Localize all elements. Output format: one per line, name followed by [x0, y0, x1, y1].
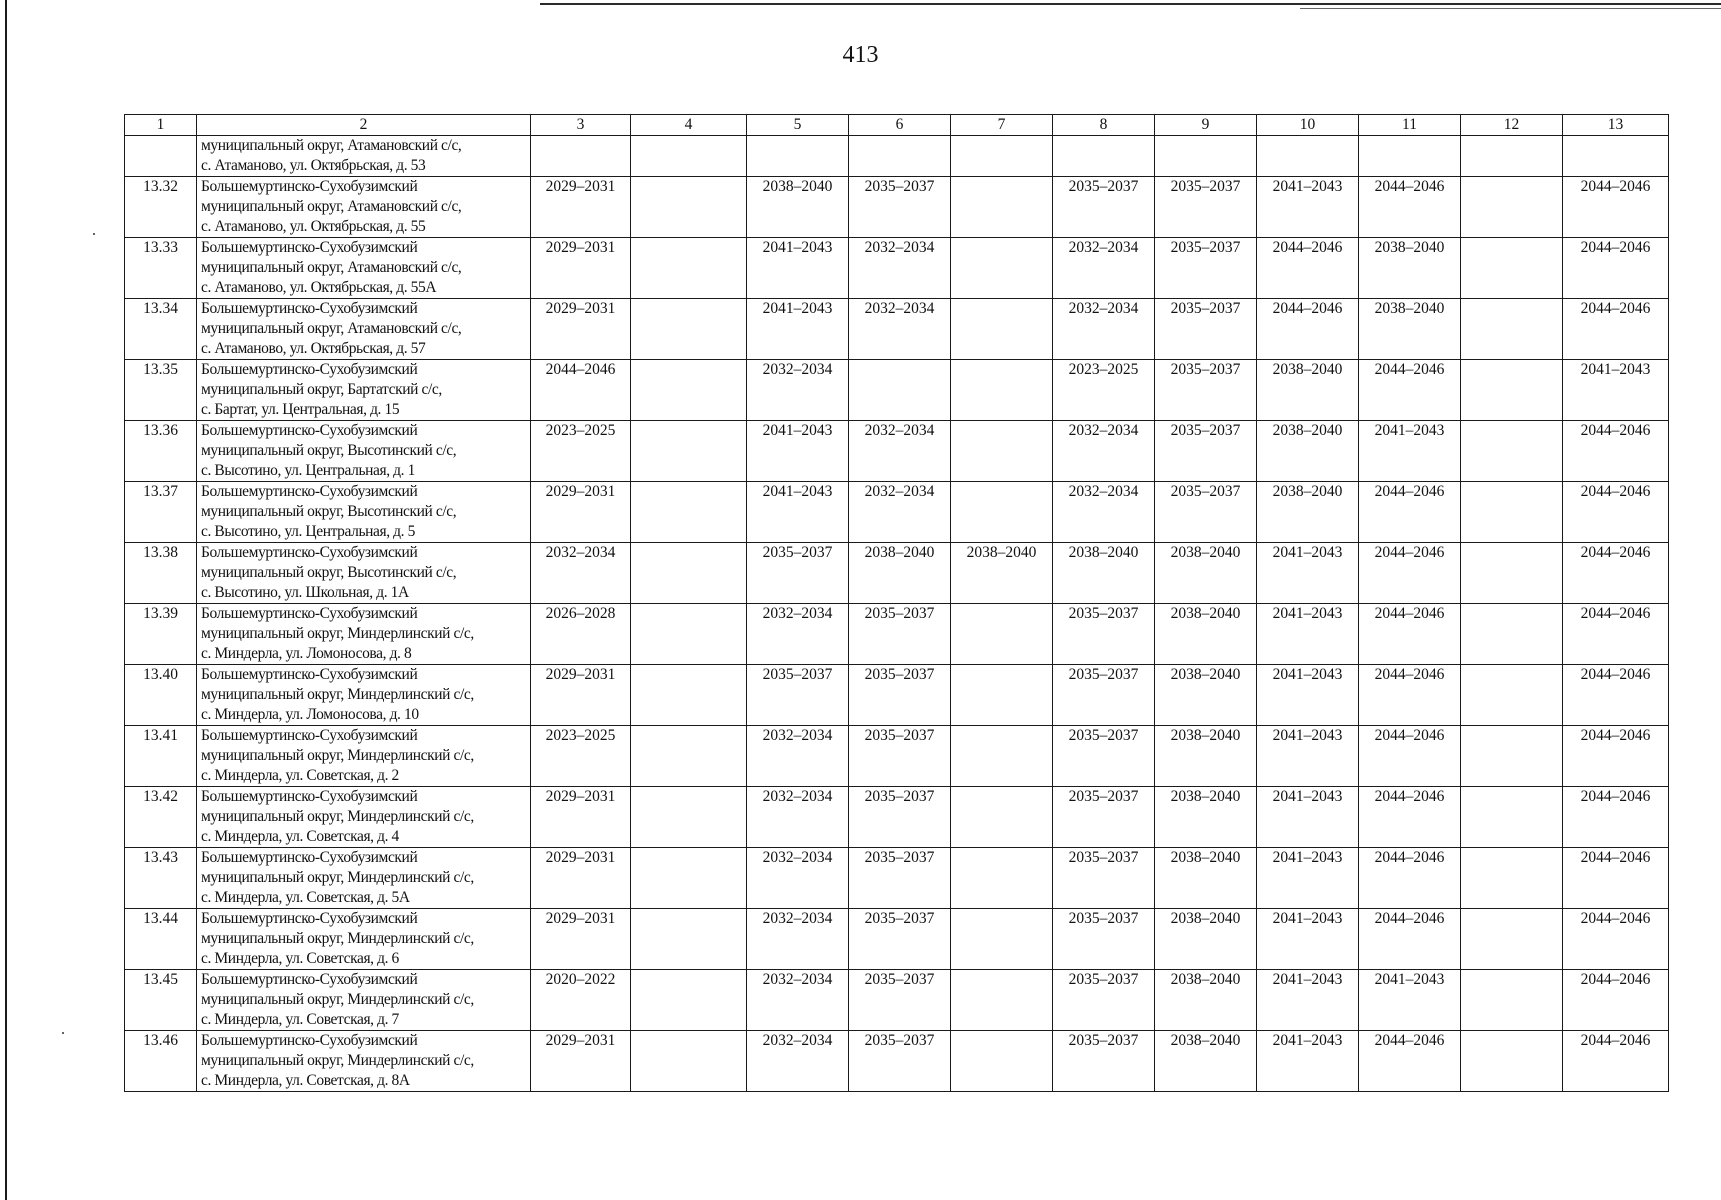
- table-row: [125, 177, 1669, 238]
- period-cell-col-4: [631, 177, 747, 238]
- period-cell-col-8: 2032–2034: [1053, 421, 1155, 482]
- address-line: с. Высотино, ул. Школьная, д. 1А: [201, 584, 409, 601]
- period-cell-col-7: [951, 665, 1053, 726]
- address-line: Большемуртинско-Сухобузимский: [201, 1032, 418, 1049]
- period-cell-col-3: 2044–2046: [531, 360, 631, 421]
- period-cell-col-9: 2038–2040: [1155, 1031, 1257, 1092]
- period-cell-col-3: 2029–2031: [531, 482, 631, 543]
- table-row: [125, 543, 1669, 604]
- table-row: [125, 299, 1669, 360]
- period-cell-col-4: [631, 299, 747, 360]
- address-line: с. Атаманово, ул. Октябрьская, д. 53: [201, 157, 426, 174]
- row-number: 13.38: [125, 543, 197, 604]
- address-line: муниципальный округ, Высотинский с/с,: [201, 503, 457, 520]
- period-cell-col-12: [1461, 136, 1563, 177]
- address-cell: [197, 482, 531, 543]
- address-line: с. Бартат, ул. Центральная, д. 15: [201, 401, 400, 418]
- period-cell-col-6: 2032–2034: [849, 482, 951, 543]
- period-cell-col-10: 2041–2043: [1257, 909, 1359, 970]
- address-line: с. Атаманово, ул. Октябрьская, д. 55А: [201, 279, 437, 296]
- period-cell-col-11: 2044–2046: [1359, 360, 1461, 421]
- period-cell-col-6: 2035–2037: [849, 1031, 951, 1092]
- period-cell-col-4: [631, 665, 747, 726]
- period-cell-col-13: 2041–2043: [1563, 360, 1669, 421]
- period-cell-col-10: 2041–2043: [1257, 665, 1359, 726]
- address-line: с. Атаманово, ул. Октябрьская, д. 57: [201, 340, 426, 357]
- period-cell-col-8: 2035–2037: [1053, 604, 1155, 665]
- row-number: 13.37: [125, 482, 197, 543]
- period-cell-col-12: [1461, 543, 1563, 604]
- row-number: 13.32: [125, 177, 197, 238]
- table-row: [125, 848, 1669, 909]
- period-cell-col-6: 2038–2040: [849, 543, 951, 604]
- column-header-9: 9: [1155, 115, 1257, 136]
- table-row: [125, 909, 1669, 970]
- period-cell-col-12: [1461, 848, 1563, 909]
- column-header-6: 6: [849, 115, 951, 136]
- address-line: Большемуртинско-Сухобузимский: [201, 849, 418, 866]
- period-cell-col-9: 2038–2040: [1155, 726, 1257, 787]
- period-cell-col-7: [951, 848, 1053, 909]
- period-cell-col-8: 2035–2037: [1053, 665, 1155, 726]
- period-cell-col-7: [951, 421, 1053, 482]
- period-cell-col-7: [951, 360, 1053, 421]
- period-cell-col-6: 2035–2037: [849, 970, 951, 1031]
- period-cell-col-12: [1461, 238, 1563, 299]
- period-cell-col-9: 2035–2037: [1155, 482, 1257, 543]
- period-cell-col-11: 2044–2046: [1359, 482, 1461, 543]
- table-row: [125, 787, 1669, 848]
- scan-edge-top-thin: [1300, 8, 1721, 9]
- address-line: с. Миндерла, ул. Ломоносова, д. 10: [201, 706, 419, 723]
- period-cell-col-8: 2038–2040: [1053, 543, 1155, 604]
- period-cell-col-8: 2035–2037: [1053, 909, 1155, 970]
- period-cell-col-6: 2035–2037: [849, 909, 951, 970]
- address-cell: [197, 726, 531, 787]
- period-cell-col-3: 2029–2031: [531, 177, 631, 238]
- period-cell-col-11: 2044–2046: [1359, 787, 1461, 848]
- period-cell-col-3: 2029–2031: [531, 299, 631, 360]
- period-cell-col-10: 2041–2043: [1257, 787, 1359, 848]
- period-cell-col-13: 2044–2046: [1563, 543, 1669, 604]
- address-cell: [197, 177, 531, 238]
- period-cell-col-5: 2032–2034: [747, 909, 849, 970]
- period-cell-col-8: 2032–2034: [1053, 482, 1155, 543]
- address-cell: [197, 421, 531, 482]
- table-row: [125, 1031, 1669, 1092]
- column-header-5: 5: [747, 115, 849, 136]
- address-line: муниципальный округ, Миндерлинский с/с,: [201, 991, 474, 1008]
- period-cell-col-13: 2044–2046: [1563, 909, 1669, 970]
- period-cell-col-3: 2023–2025: [531, 421, 631, 482]
- period-cell-col-7: 2038–2040: [951, 543, 1053, 604]
- address-cell: [197, 136, 531, 177]
- address-line: муниципальный округ, Миндерлинский с/с,: [201, 747, 474, 764]
- period-cell-col-9: 2035–2037: [1155, 238, 1257, 299]
- address-cell: [197, 299, 531, 360]
- period-cell-col-9: 2038–2040: [1155, 848, 1257, 909]
- period-cell-col-4: [631, 360, 747, 421]
- period-cell-col-4: [631, 136, 747, 177]
- period-cell-col-10: [1257, 136, 1359, 177]
- table-row: [125, 136, 1669, 177]
- period-cell-col-7: [951, 136, 1053, 177]
- period-cell-col-6: 2035–2037: [849, 665, 951, 726]
- period-cell-col-11: 2044–2046: [1359, 604, 1461, 665]
- period-cell-col-5: 2038–2040: [747, 177, 849, 238]
- period-cell-col-7: [951, 909, 1053, 970]
- address-line: муниципальный округ, Миндерлинский с/с,: [201, 686, 474, 703]
- period-cell-col-4: [631, 848, 747, 909]
- period-cell-col-10: 2044–2046: [1257, 299, 1359, 360]
- table-row: [125, 238, 1669, 299]
- address-line: с. Миндерла, ул. Советская, д. 6: [201, 950, 399, 967]
- table-row: [125, 421, 1669, 482]
- period-cell-col-4: [631, 787, 747, 848]
- period-cell-col-3: 2032–2034: [531, 543, 631, 604]
- period-cell-col-11: [1359, 136, 1461, 177]
- period-cell-col-13: 2044–2046: [1563, 299, 1669, 360]
- period-cell-col-11: 2041–2043: [1359, 970, 1461, 1031]
- address-line: муниципальный округ, Миндерлинский с/с,: [201, 869, 474, 886]
- period-cell-col-12: [1461, 1031, 1563, 1092]
- period-cell-col-9: 2035–2037: [1155, 421, 1257, 482]
- period-cell-col-11: 2038–2040: [1359, 299, 1461, 360]
- address-line: Большемуртинско-Сухобузимский: [201, 300, 418, 317]
- period-cell-col-6: 2035–2037: [849, 177, 951, 238]
- period-cell-col-13: 2044–2046: [1563, 177, 1669, 238]
- address-line: муниципальный округ, Атамановский с/с,: [201, 137, 462, 154]
- address-cell: [197, 604, 531, 665]
- address-line: Большемуртинско-Сухобузимский: [201, 605, 418, 622]
- address-line: Большемуртинско-Сухобузимский: [201, 727, 418, 744]
- period-cell-col-13: 2044–2046: [1563, 421, 1669, 482]
- period-cell-col-10: 2041–2043: [1257, 848, 1359, 909]
- period-cell-col-8: 2035–2037: [1053, 726, 1155, 787]
- address-cell: [197, 787, 531, 848]
- period-cell-col-5: 2032–2034: [747, 604, 849, 665]
- period-cell-col-13: [1563, 136, 1669, 177]
- column-header-3: 3: [531, 115, 631, 136]
- address-cell: [197, 360, 531, 421]
- table-header-row: [125, 115, 1669, 136]
- period-cell-col-10: 2041–2043: [1257, 970, 1359, 1031]
- period-cell-col-9: 2035–2037: [1155, 360, 1257, 421]
- period-cell-col-6: 2035–2037: [849, 787, 951, 848]
- column-header-1: 1: [125, 115, 197, 136]
- address-line: Большемуртинско-Сухобузимский: [201, 178, 418, 195]
- address-line: Большемуртинско-Сухобузимский: [201, 910, 418, 927]
- period-cell-col-12: [1461, 360, 1563, 421]
- address-line: с. Высотино, ул. Центральная, д. 1: [201, 462, 415, 479]
- table-row: [125, 665, 1669, 726]
- address-cell: [197, 543, 531, 604]
- period-cell-col-12: [1461, 299, 1563, 360]
- address-line: Большемуртинско-Сухобузимский: [201, 361, 418, 378]
- table-row: [125, 604, 1669, 665]
- column-header-8: 8: [1053, 115, 1155, 136]
- period-cell-col-4: [631, 909, 747, 970]
- address-line: Большемуртинско-Сухобузимский: [201, 239, 418, 256]
- row-number: 13.41: [125, 726, 197, 787]
- period-cell-col-10: 2041–2043: [1257, 543, 1359, 604]
- period-cell-col-5: [747, 136, 849, 177]
- period-cell-col-4: [631, 543, 747, 604]
- table-row: [125, 726, 1669, 787]
- period-cell-col-4: [631, 238, 747, 299]
- period-cell-col-12: [1461, 970, 1563, 1031]
- period-cell-col-12: [1461, 177, 1563, 238]
- address-line: Большемуртинско-Сухобузимский: [201, 483, 418, 500]
- period-cell-col-11: 2044–2046: [1359, 177, 1461, 238]
- period-cell-col-7: [951, 970, 1053, 1031]
- period-cell-col-6: 2035–2037: [849, 726, 951, 787]
- address-line: муниципальный округ, Миндерлинский с/с,: [201, 625, 474, 642]
- table-row: [125, 970, 1669, 1031]
- period-cell-col-9: 2038–2040: [1155, 787, 1257, 848]
- period-cell-col-10: 2041–2043: [1257, 1031, 1359, 1092]
- period-cell-col-3: 2029–2031: [531, 238, 631, 299]
- page-number: 413: [842, 42, 879, 68]
- period-cell-col-11: 2044–2046: [1359, 909, 1461, 970]
- period-cell-col-13: 2044–2046: [1563, 482, 1669, 543]
- period-cell-col-11: 2044–2046: [1359, 665, 1461, 726]
- period-cell-col-12: [1461, 787, 1563, 848]
- address-line: муниципальный округ, Высотинский с/с,: [201, 564, 457, 581]
- column-header-10: 10: [1257, 115, 1359, 136]
- period-cell-col-7: [951, 787, 1053, 848]
- column-header-13: 13: [1563, 115, 1669, 136]
- period-cell-col-11: 2044–2046: [1359, 543, 1461, 604]
- period-cell-col-9: 2038–2040: [1155, 543, 1257, 604]
- table-row: [125, 360, 1669, 421]
- scan-edge-left: [5, 0, 7, 1200]
- period-cell-col-6: 2032–2034: [849, 299, 951, 360]
- address-line: муниципальный округ, Атамановский с/с,: [201, 320, 462, 337]
- period-cell-col-3: 2029–2031: [531, 1031, 631, 1092]
- period-cell-col-8: 2035–2037: [1053, 1031, 1155, 1092]
- period-cell-col-3: 2026–2028: [531, 604, 631, 665]
- period-cell-col-7: [951, 482, 1053, 543]
- period-cell-col-6: [849, 136, 951, 177]
- address-line: муниципальный округ, Миндерлинский с/с,: [201, 808, 474, 825]
- period-cell-col-12: [1461, 909, 1563, 970]
- period-cell-col-3: 2029–2031: [531, 787, 631, 848]
- period-cell-col-13: 2044–2046: [1563, 238, 1669, 299]
- period-cell-col-8: 2035–2037: [1053, 787, 1155, 848]
- row-number: 13.36: [125, 421, 197, 482]
- period-cell-col-3: 2029–2031: [531, 665, 631, 726]
- address-cell: [197, 970, 531, 1031]
- period-cell-col-8: [1053, 136, 1155, 177]
- period-cell-col-6: 2032–2034: [849, 238, 951, 299]
- row-number: 13.45: [125, 970, 197, 1031]
- period-cell-col-9: [1155, 136, 1257, 177]
- period-cell-col-10: 2038–2040: [1257, 482, 1359, 543]
- period-cell-col-9: 2035–2037: [1155, 299, 1257, 360]
- period-cell-col-4: [631, 726, 747, 787]
- address-line: Большемуртинско-Сухобузимский: [201, 422, 418, 439]
- period-cell-col-8: 2023–2025: [1053, 360, 1155, 421]
- scan-edge-top: [540, 3, 1721, 5]
- address-line: муниципальный округ, Миндерлинский с/с,: [201, 930, 474, 947]
- period-cell-col-8: 2032–2034: [1053, 238, 1155, 299]
- period-cell-col-12: [1461, 726, 1563, 787]
- period-cell-col-3: 2020–2022: [531, 970, 631, 1031]
- period-cell-col-6: [849, 360, 951, 421]
- period-cell-col-10: 2044–2046: [1257, 238, 1359, 299]
- period-cell-col-9: 2038–2040: [1155, 909, 1257, 970]
- period-cell-col-9: 2038–2040: [1155, 970, 1257, 1031]
- period-cell-col-5: 2035–2037: [747, 665, 849, 726]
- period-cell-col-3: [531, 136, 631, 177]
- period-cell-col-7: [951, 299, 1053, 360]
- address-line: Большемуртинско-Сухобузимский: [201, 971, 418, 988]
- period-cell-col-8: 2032–2034: [1053, 299, 1155, 360]
- address-line: Большемуртинско-Сухобузимский: [201, 788, 418, 805]
- address-line: муниципальный округ, Бартатский с/с,: [201, 381, 442, 398]
- period-cell-col-3: 2023–2025: [531, 726, 631, 787]
- period-cell-col-12: [1461, 421, 1563, 482]
- address-line: Большемуртинско-Сухобузимский: [201, 544, 418, 561]
- period-cell-col-9: 2035–2037: [1155, 177, 1257, 238]
- period-cell-col-7: [951, 604, 1053, 665]
- address-line: с. Миндерла, ул. Советская, д. 5А: [201, 889, 410, 906]
- address-cell: [197, 1031, 531, 1092]
- period-cell-col-10: 2038–2040: [1257, 360, 1359, 421]
- row-number: 13.35: [125, 360, 197, 421]
- period-cell-col-11: 2041–2043: [1359, 421, 1461, 482]
- period-cell-col-10: 2041–2043: [1257, 604, 1359, 665]
- period-cell-col-12: [1461, 604, 1563, 665]
- address-line: Большемуртинско-Сухобузимский: [201, 666, 418, 683]
- period-cell-col-8: 2035–2037: [1053, 848, 1155, 909]
- row-number: 13.39: [125, 604, 197, 665]
- row-number: 13.42: [125, 787, 197, 848]
- table-body: [125, 115, 1669, 1092]
- address-line: с. Высотино, ул. Центральная, д. 5: [201, 523, 415, 540]
- scan-speck: [62, 1032, 64, 1034]
- period-cell-col-4: [631, 1031, 747, 1092]
- period-cell-col-11: 2044–2046: [1359, 848, 1461, 909]
- period-cell-col-12: [1461, 665, 1563, 726]
- period-cell-col-5: 2041–2043: [747, 482, 849, 543]
- period-cell-col-13: 2044–2046: [1563, 848, 1669, 909]
- period-cell-col-13: 2044–2046: [1563, 665, 1669, 726]
- address-line: с. Атаманово, ул. Октябрьская, д. 55: [201, 218, 426, 235]
- period-cell-col-11: 2038–2040: [1359, 238, 1461, 299]
- period-cell-col-7: [951, 238, 1053, 299]
- period-cell-col-8: 2035–2037: [1053, 970, 1155, 1031]
- column-header-2: 2: [197, 115, 531, 136]
- period-cell-col-7: [951, 177, 1053, 238]
- period-cell-col-3: 2029–2031: [531, 848, 631, 909]
- period-cell-col-5: 2032–2034: [747, 726, 849, 787]
- period-cell-col-5: 2032–2034: [747, 787, 849, 848]
- address-line: с. Миндерла, ул. Советская, д. 4: [201, 828, 399, 845]
- period-cell-col-10: 2038–2040: [1257, 421, 1359, 482]
- row-number: 13.43: [125, 848, 197, 909]
- period-cell-col-6: 2035–2037: [849, 604, 951, 665]
- address-cell: [197, 909, 531, 970]
- address-line: муниципальный округ, Атамановский с/с,: [201, 259, 462, 276]
- period-cell-col-5: 2041–2043: [747, 299, 849, 360]
- address-cell: [197, 238, 531, 299]
- period-cell-col-13: 2044–2046: [1563, 1031, 1669, 1092]
- address-cell: [197, 665, 531, 726]
- address-line: с. Миндерла, ул. Советская, д. 7: [201, 1011, 399, 1028]
- period-cell-col-6: 2035–2037: [849, 848, 951, 909]
- address-line: муниципальный округ, Высотинский с/с,: [201, 442, 457, 459]
- period-cell-col-5: 2041–2043: [747, 238, 849, 299]
- period-cell-col-11: 2044–2046: [1359, 1031, 1461, 1092]
- column-header-4: 4: [631, 115, 747, 136]
- row-number: 13.34: [125, 299, 197, 360]
- period-cell-col-13: 2044–2046: [1563, 726, 1669, 787]
- period-cell-col-5: 2032–2034: [747, 1031, 849, 1092]
- address-line: с. Миндерла, ул. Советская, д. 8А: [201, 1072, 410, 1089]
- address-cell: [197, 848, 531, 909]
- column-header-7: 7: [951, 115, 1053, 136]
- period-cell-col-12: [1461, 482, 1563, 543]
- period-cell-col-7: [951, 1031, 1053, 1092]
- period-cell-col-13: 2044–2046: [1563, 970, 1669, 1031]
- period-cell-col-5: 2032–2034: [747, 970, 849, 1031]
- period-cell-col-5: 2032–2034: [747, 360, 849, 421]
- period-cell-col-7: [951, 726, 1053, 787]
- table-row: [125, 482, 1669, 543]
- row-number: [125, 136, 197, 177]
- address-line: с. Миндерла, ул. Советская, д. 2: [201, 767, 399, 784]
- period-cell-col-9: 2038–2040: [1155, 604, 1257, 665]
- row-number: 13.44: [125, 909, 197, 970]
- period-cell-col-10: 2041–2043: [1257, 726, 1359, 787]
- period-cell-col-9: 2038–2040: [1155, 665, 1257, 726]
- schedule-table: [124, 114, 1669, 1092]
- address-line: муниципальный округ, Атамановский с/с,: [201, 198, 462, 215]
- period-cell-col-8: 2035–2037: [1053, 177, 1155, 238]
- period-cell-col-3: 2029–2031: [531, 909, 631, 970]
- period-cell-col-13: 2044–2046: [1563, 787, 1669, 848]
- address-line: с. Миндерла, ул. Ломоносова, д. 8: [201, 645, 412, 662]
- row-number: 13.46: [125, 1031, 197, 1092]
- column-header-12: 12: [1461, 115, 1563, 136]
- period-cell-col-11: 2044–2046: [1359, 726, 1461, 787]
- period-cell-col-13: 2044–2046: [1563, 604, 1669, 665]
- period-cell-col-10: 2041–2043: [1257, 177, 1359, 238]
- period-cell-col-4: [631, 970, 747, 1031]
- period-cell-col-5: 2032–2034: [747, 848, 849, 909]
- period-cell-col-4: [631, 421, 747, 482]
- period-cell-col-6: 2032–2034: [849, 421, 951, 482]
- period-cell-col-4: [631, 604, 747, 665]
- row-number: 13.40: [125, 665, 197, 726]
- row-number: 13.33: [125, 238, 197, 299]
- scan-speck: [93, 233, 95, 235]
- period-cell-col-5: 2041–2043: [747, 421, 849, 482]
- period-cell-col-5: 2035–2037: [747, 543, 849, 604]
- address-line: муниципальный округ, Миндерлинский с/с,: [201, 1052, 474, 1069]
- period-cell-col-4: [631, 482, 747, 543]
- column-header-11: 11: [1359, 115, 1461, 136]
